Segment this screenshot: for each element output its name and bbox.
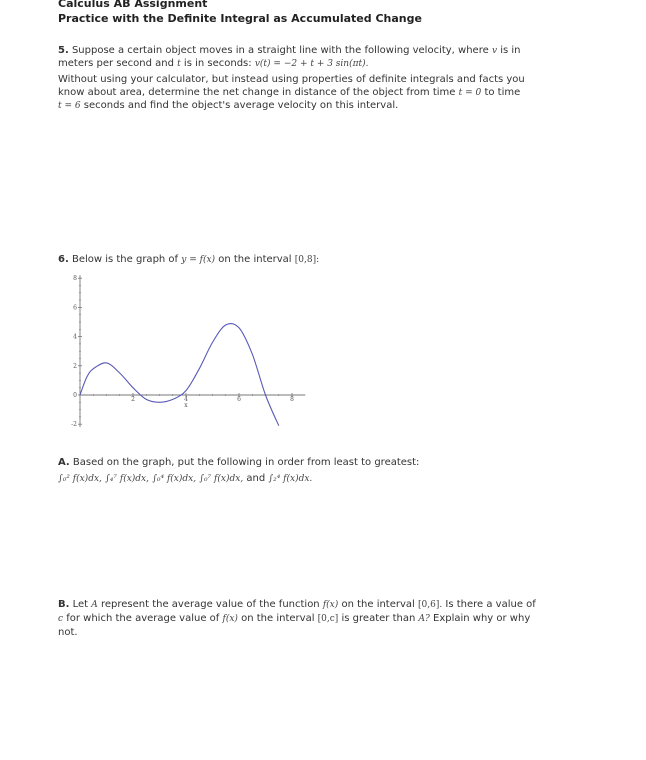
integral-4-7: ∫₄⁷ f(x)dx, [105, 474, 149, 484]
integral-0-4: ∫₀⁴ f(x)dx, [152, 474, 197, 484]
partA-line: A. Based on the graph, put the following in order from least to greatest: [58, 457, 420, 468]
q5-line2: meters per second and t is in seconds: v(t) = −2 + t + 3 sin(πt). [58, 58, 369, 69]
partB-line3: not. [58, 627, 78, 638]
x-tick-label: 2 [131, 396, 135, 403]
partB-line2: c for which the average value of f(x) on the interval [0,c] is greater than A? Explain why or why [58, 613, 531, 624]
function-curve [80, 323, 279, 425]
graph-ticks [71, 275, 294, 428]
q6-number: 6. [58, 254, 69, 265]
q5-line5: t = 6 seconds and find the object's average velocity on this interval. [58, 100, 399, 111]
partB-line1: B. Let A represent the average value of the function f(x) on the interval [0,6]. Is there a value of [58, 599, 536, 610]
integral-0-7: ∫₀⁷ f(x)dx, [199, 474, 244, 484]
velocity-formula: v(t) = −2 + t + 3 sin(πt). [254, 59, 369, 69]
page-title: Calculus AB Assignment [58, 0, 208, 10]
integral-2-4: ∫₂⁴ f(x)dx. [268, 474, 313, 484]
q5-line4: know about area, determine the net change in distance of the object from time t = 0 to time [58, 87, 521, 98]
partA-integrals: ∫₀² f(x)dx, ∫₄⁷ f(x)dx, ∫₀⁴ f(x)dx, ∫₀⁷ f(x)dx, and ∫₂⁴ f(x)dx. [58, 473, 313, 484]
partA-label: A. [58, 457, 70, 468]
y-tick-label: 4 [73, 333, 77, 341]
x-tick-label: 8 [290, 396, 294, 403]
q5-line1: 5. Suppose a certain object moves in a straight line with the following velocity, where v is in [58, 45, 521, 56]
x-tick-label: 6 [237, 396, 241, 403]
page-subtitle: Practice with the Definite Integral as Accumulated Change [58, 12, 422, 25]
y-tick-label: 2 [73, 362, 77, 370]
q6-line: 6. Below is the graph of y = f(x) on the interval [0,8]: [58, 254, 320, 265]
q5-number: 5. [58, 45, 69, 56]
q5-line3: Without using your calculator, but instead using properties of definite integrals and facts you [58, 74, 525, 85]
y-tick-label: 8 [73, 275, 77, 283]
partB-label: B. [58, 599, 70, 610]
y-tick-label: -2 [71, 421, 77, 429]
y-tick-label: 0 [73, 392, 77, 399]
graph-axes [80, 275, 305, 427]
integral-0-2: ∫₀² f(x)dx, [58, 474, 102, 484]
x-axis-label: x [184, 402, 188, 409]
x-tick-label: 4 [184, 396, 188, 403]
y-tick-label: 6 [73, 304, 77, 312]
